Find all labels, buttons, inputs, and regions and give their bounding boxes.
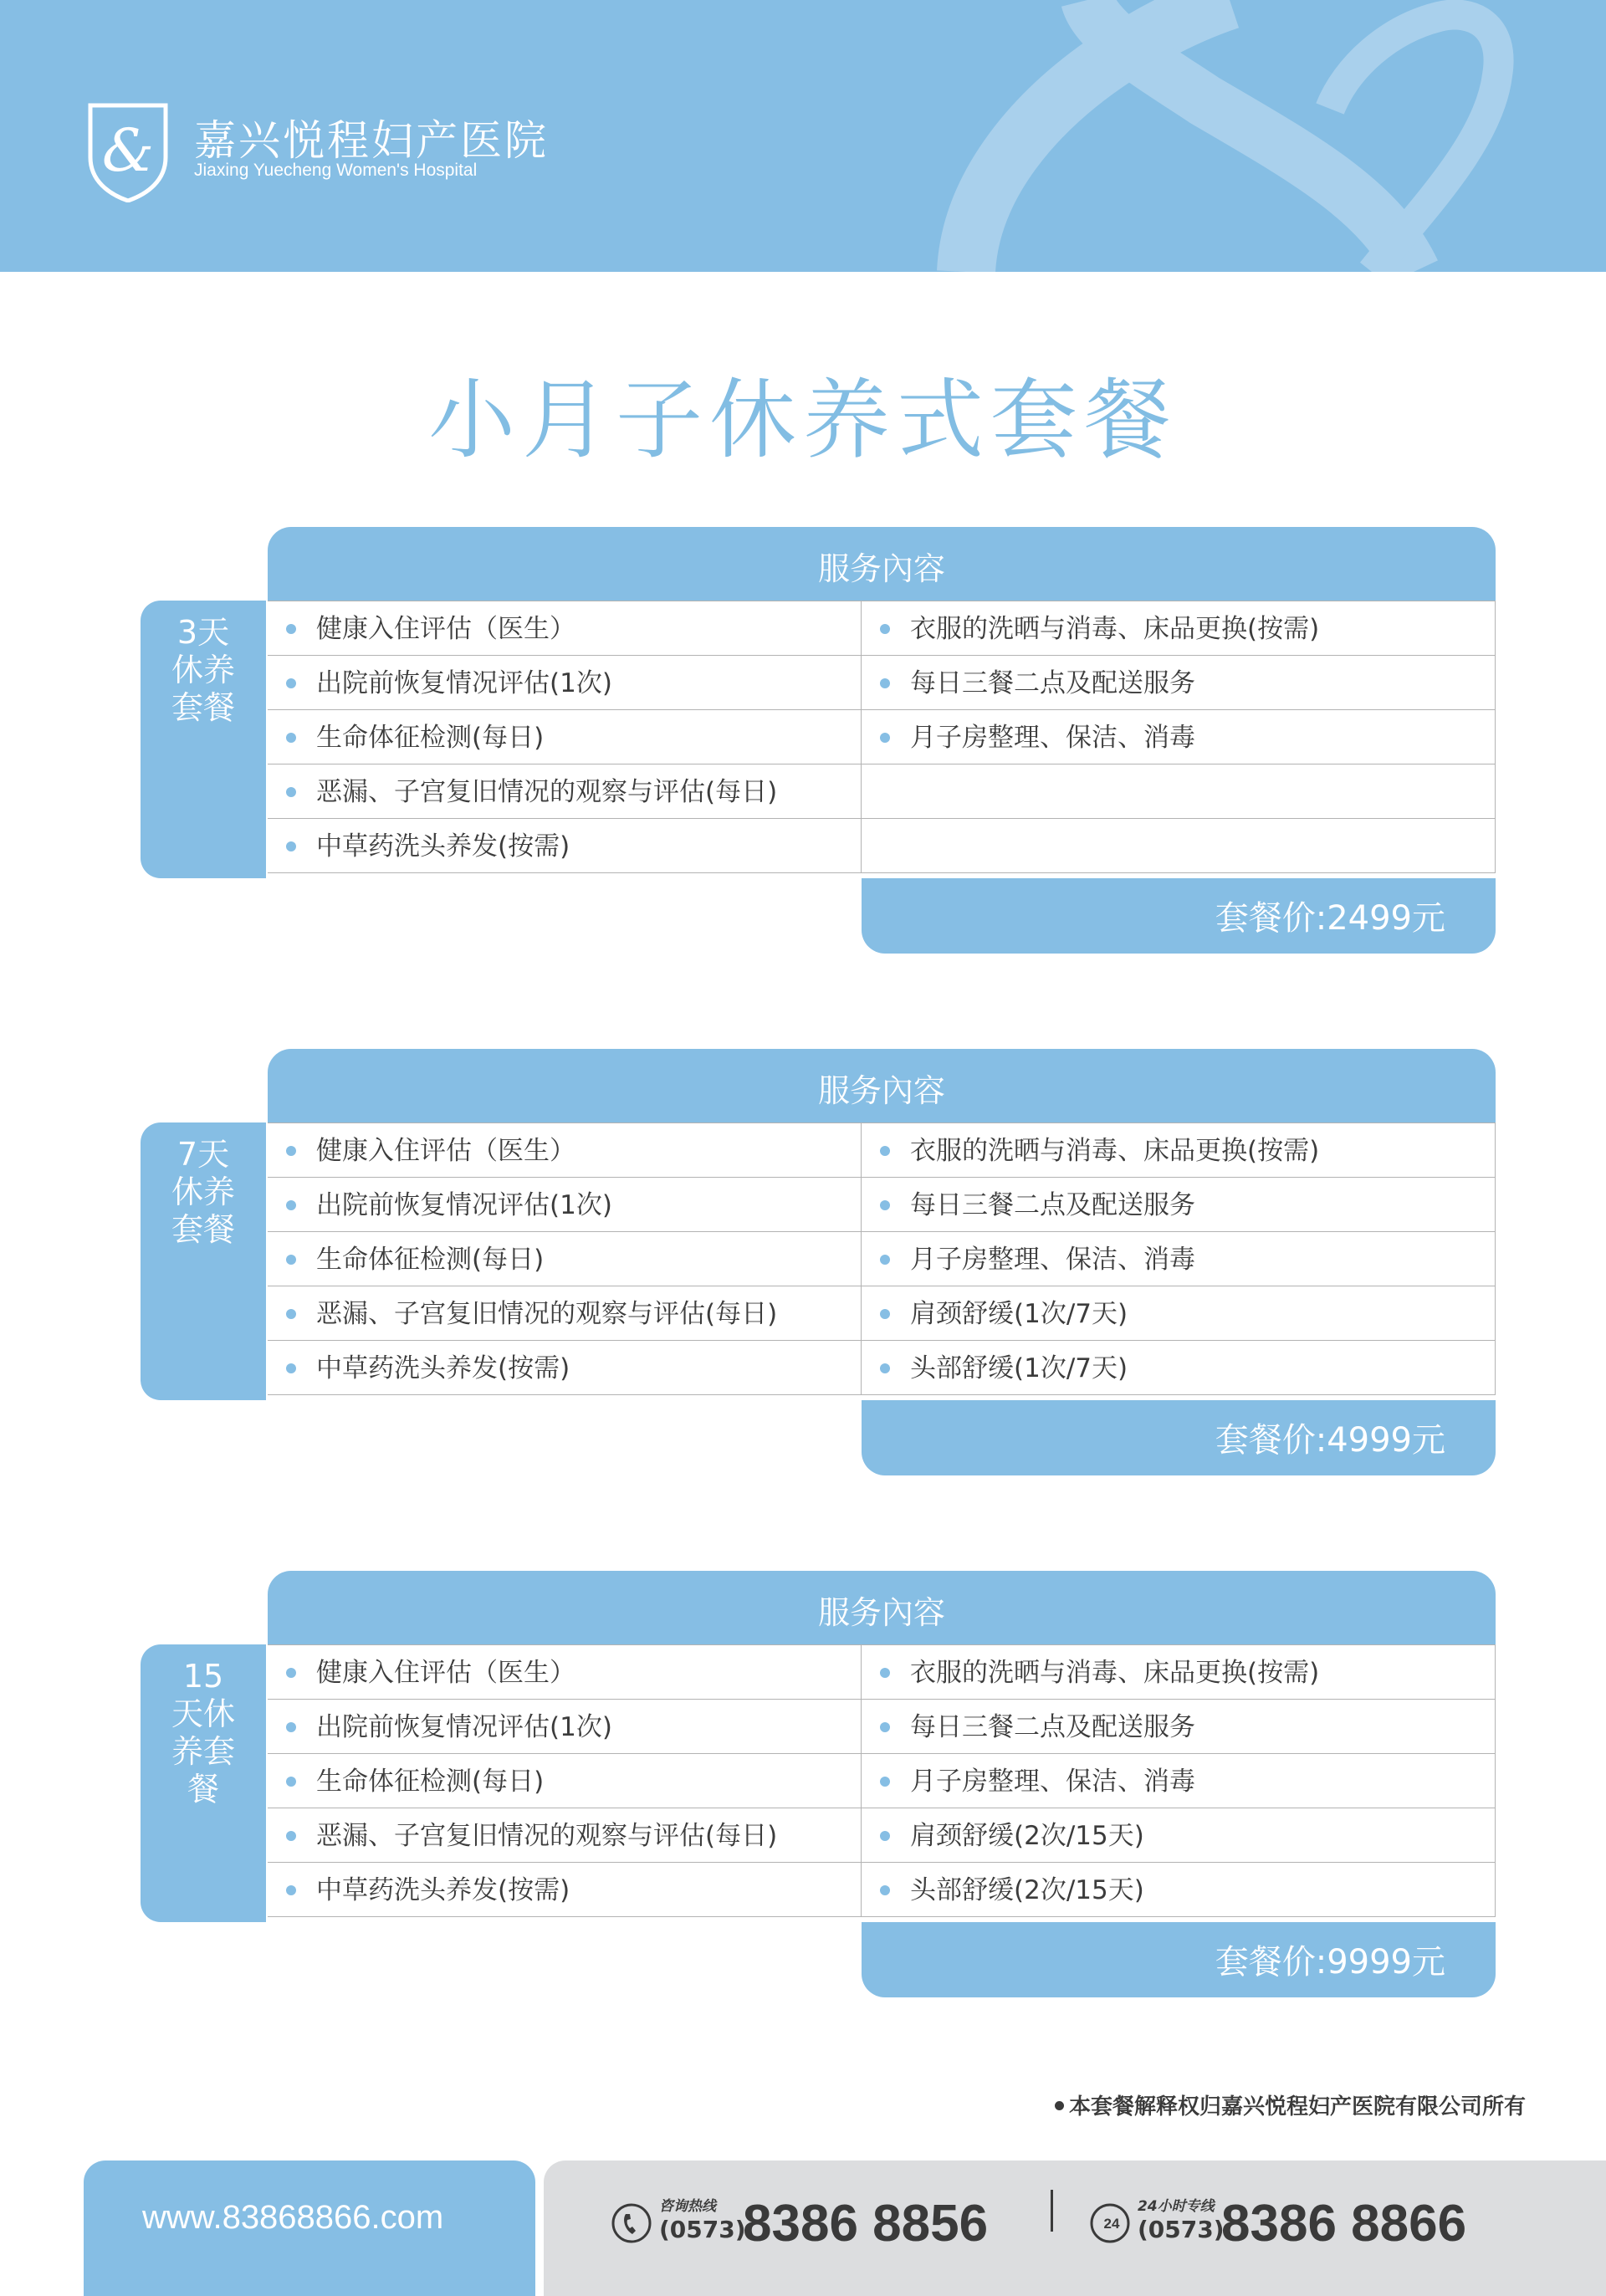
consult-hotline — [611, 2192, 1012, 2259]
hotline-label: 咨询热线 — [659, 2198, 716, 2215]
hotline-label: 24小时专线 — [1138, 2198, 1215, 2215]
hospital-name-en: Jiaxing Yuecheng Women's Hospital — [194, 161, 478, 180]
bullet-dot-icon — [880, 733, 890, 743]
service-table — [268, 1644, 1496, 1923]
bullet-dot-icon — [286, 841, 296, 851]
bullet-dot-icon — [880, 1722, 890, 1732]
header-banner — [0, 0, 1606, 272]
bullet-dot-icon — [880, 1200, 890, 1210]
hotline-number[interactable]: 8386 8856 — [743, 2195, 989, 2253]
bullet-dot-icon — [880, 624, 890, 634]
service-header: 服务內容 — [268, 1571, 1496, 1644]
bullet-dot-icon — [286, 678, 296, 688]
service-item: 健康入住评估（医生） — [268, 601, 862, 656]
bullet-dot-icon — [286, 1255, 296, 1265]
bullet-dot-icon — [880, 1668, 890, 1678]
service-item: 中草药洗头养发(按需) — [268, 1863, 862, 1917]
service-header: 服务內容 — [268, 527, 1496, 601]
bullet-dot-icon — [880, 1255, 890, 1265]
footer-website-panel — [84, 2160, 535, 2296]
empty-cell — [862, 764, 1496, 819]
hotline-number[interactable]: 8386 8866 — [1221, 2195, 1467, 2253]
service-item: 月子房整理、保洁、消毒 — [862, 1754, 1496, 1808]
bullet-dot-icon — [880, 1885, 890, 1895]
side-label-text: 3天休养套餐 — [171, 614, 235, 726]
service-item: 衣服的洗晒与消毒、床品更换(按需) — [862, 601, 1496, 656]
service-table — [268, 1122, 1496, 1401]
package-side-label — [141, 1644, 266, 1922]
service-header: 服务內容 — [268, 1049, 1496, 1122]
service-item: 每日三餐二点及配送服务 — [862, 656, 1496, 710]
service-item: 健康入住评估（医生） — [268, 1645, 862, 1700]
service-item: 生命体征检测(每日) — [268, 710, 862, 764]
package-side-label — [141, 1122, 266, 1400]
24h-icon-text: 24 — [1103, 2216, 1120, 2232]
bullet-dot-icon — [880, 1831, 890, 1841]
24h-phone-icon — [1089, 2202, 1131, 2244]
website-link[interactable]: www.83868866.com — [142, 2199, 444, 2236]
service-item: 每日三餐二点及配送服务 — [862, 1700, 1496, 1754]
service-item: 健康入住评估（医生） — [268, 1123, 862, 1178]
bullet-dot-icon — [880, 1363, 890, 1373]
bullet-dot-icon — [286, 787, 296, 797]
service-item: 中草药洗头养发(按需) — [268, 1341, 862, 1395]
service-item: 头部舒缓(2次/15天) — [862, 1863, 1496, 1917]
bullet-dot-icon — [286, 1777, 296, 1787]
service-table — [268, 601, 1496, 879]
service-item: 出院前恢复情况评估(1次) — [268, 656, 862, 710]
service-item: 每日三餐二点及配送服务 — [862, 1178, 1496, 1232]
service-item: 生命体征检测(每日) — [268, 1232, 862, 1286]
package-price: 套餐价:2499元 — [862, 878, 1496, 954]
package-7-day — [0, 1049, 1606, 1475]
hotline-divider — [1051, 2190, 1053, 2232]
bullet-dot-icon — [286, 1309, 296, 1319]
service-item: 肩颈舒缓(1次/7天) — [862, 1286, 1496, 1341]
service-item: 衣服的洗晒与消毒、床品更换(按需) — [862, 1645, 1496, 1700]
bullet-dot-icon — [1055, 2101, 1064, 2110]
package-3-day — [0, 527, 1606, 954]
service-item: 生命体征检测(每日) — [268, 1754, 862, 1808]
service-item: 中草药洗头养发(按需) — [268, 819, 862, 873]
phone-icon — [611, 2202, 652, 2244]
service-item: 衣服的洗晒与消毒、床品更换(按需) — [862, 1123, 1496, 1178]
area-code: (0573) — [1138, 2216, 1225, 2243]
service-item: 头部舒缓(1次/7天) — [862, 1341, 1496, 1395]
bullet-dot-icon — [286, 733, 296, 743]
bullet-dot-icon — [880, 1777, 890, 1787]
package-price: 套餐价:4999元 — [862, 1400, 1496, 1475]
page-title: 小月子休养式套餐 — [427, 369, 1178, 471]
service-item: 月子房整理、保洁、消毒 — [862, 1232, 1496, 1286]
bullet-dot-icon — [286, 1363, 296, 1373]
bullet-dot-icon — [286, 1722, 296, 1732]
package-price: 套餐价:9999元 — [862, 1922, 1496, 1997]
disclaimer-note: 本套餐解释权归嘉兴悦程妇产医院有限公司所有 — [1055, 2089, 1526, 2120]
bullet-dot-icon — [286, 1831, 296, 1841]
empty-cell — [862, 819, 1496, 873]
area-code: (0573) — [659, 2216, 746, 2243]
package-15-day — [0, 1571, 1606, 1997]
bullet-dot-icon — [880, 1309, 890, 1319]
service-item: 出院前恢复情况评估(1次) — [268, 1178, 862, 1232]
logo-shield-icon — [84, 99, 172, 202]
side-label-text: 15天休养套餐 — [171, 1658, 235, 1808]
bullet-dot-icon — [286, 1668, 296, 1678]
service-item: 出院前恢复情况评估(1次) — [268, 1700, 862, 1754]
service-item: 恶漏、子宫复旧情况的观察与评估(每日) — [268, 1286, 862, 1341]
bullet-dot-icon — [286, 624, 296, 634]
bullet-dot-icon — [286, 1200, 296, 1210]
bullet-dot-icon — [286, 1885, 296, 1895]
logo-mark: & — [101, 116, 155, 185]
hospital-name-cn: 嘉兴悦程妇产医院 — [194, 116, 549, 165]
24h-hotline — [1089, 2192, 1524, 2259]
side-label-text: 7天休养套餐 — [171, 1136, 235, 1248]
bullet-dot-icon — [286, 1146, 296, 1156]
service-item: 恶漏、子宫复旧情况的观察与评估(每日) — [268, 1808, 862, 1863]
package-side-label — [141, 601, 266, 878]
service-item: 月子房整理、保洁、消毒 — [862, 710, 1496, 764]
service-item: 肩颈舒缓(2次/15天) — [862, 1808, 1496, 1863]
service-item: 恶漏、子宫复旧情况的观察与评估(每日) — [268, 764, 862, 819]
bullet-dot-icon — [880, 678, 890, 688]
bullet-dot-icon — [880, 1146, 890, 1156]
